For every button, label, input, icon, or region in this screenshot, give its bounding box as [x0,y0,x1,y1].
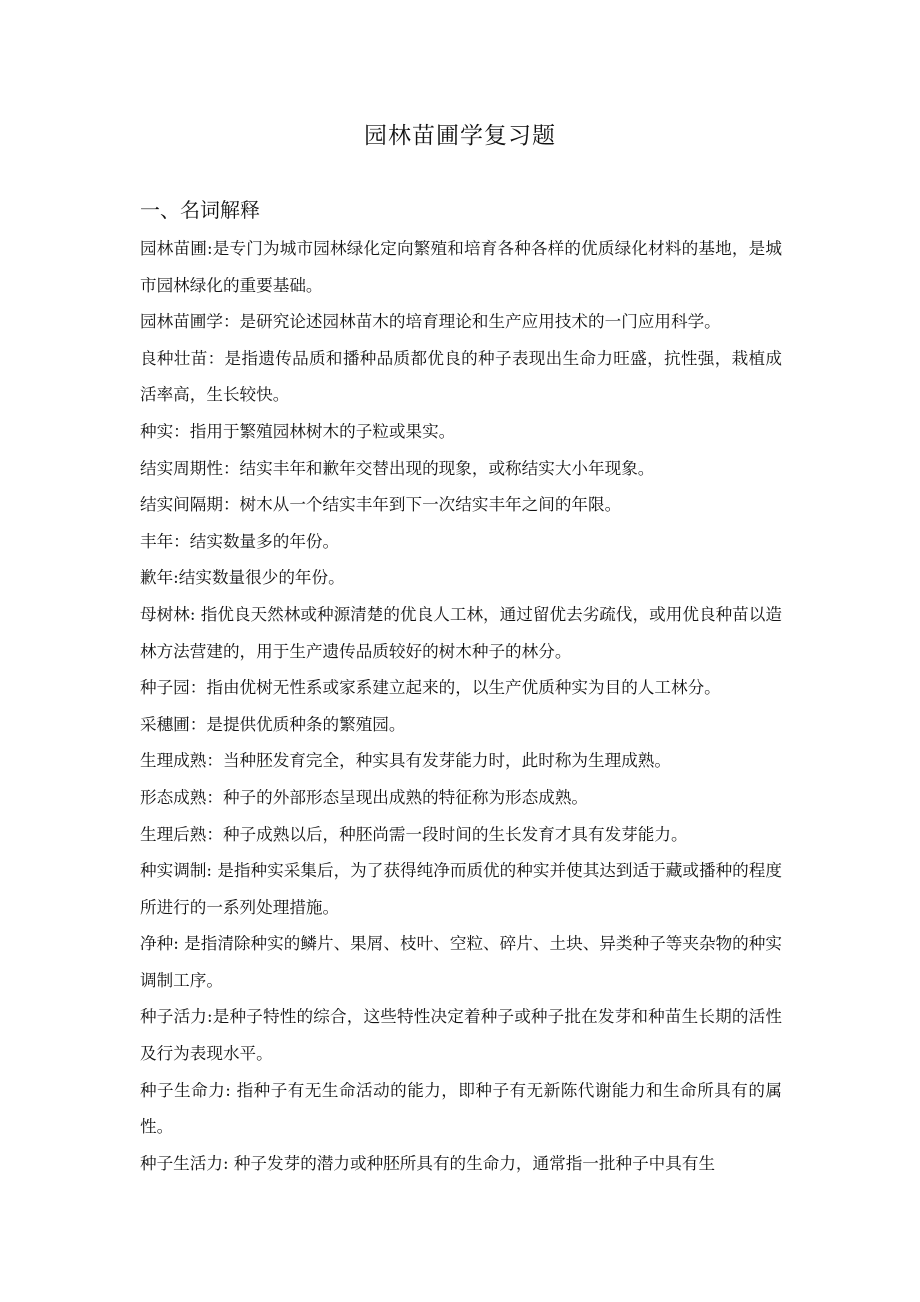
section-heading: 一、名词解释 [140,198,260,222]
term-paragraph: 采穗圃：是提供优质种条的繁殖园。 [140,714,406,734]
term-paragraph: 种实调制: 是指种实采集后，为了获得纯净而质优的种实并使其达到适于藏或播种的程度所进行的一系列处理措施。 [140,861,782,917]
term-paragraph: 结实间隔期：树木从一个结实丰年到下一次结实丰年之间的年限。 [140,495,622,515]
term-paragraph: 园林苗圃:是专门为城市园林绿化定向繁殖和培育各种各样的优质绿化材料的基地，是城市园林绿化的重要基础。 [140,239,782,295]
term-paragraph: 良种壮苗：是指遗传品质和播种品质都优良的种子表现出生命力旺盛，抗性强，栽植成活率高，生长较快。 [140,348,782,405]
term-paragraph: 母树林: 指优良天然林或种源清楚的优良人工林，通过留优去劣疏伐，或用优良种苗以造林方法营建的，用于生产遗传品质较好的树木种子的林分。 [140,604,782,661]
page-title: 园林苗圃学复习题 [364,123,556,149]
term-paragraph: 生理后熟：种子成熟以后，种胚尚需一段时间的生长发育才具有发芽能力。 [140,824,688,844]
term-paragraph: 形态成熟：种子的外部形态呈现出成熟的特征称为形态成熟。 [140,787,589,807]
term-paragraph: 园林苗圃学：是研究论述园林苗木的培育理论和生产应用技术的一门应用科学。 [140,312,721,332]
terms-list [140,231,782,1182]
term-paragraph: 歉年:结实数量很少的年份。 [140,568,345,588]
term-paragraph: 种子生命力: 指种子有无生命活动的能力，即种子有无新陈代谢能力和生命所具有的属性。 [140,1080,782,1137]
term-paragraph: 净种: 是指清除种实的鳞片、果屑、枝叶、空粒、碎片、土块、异类种子等夹杂物的种实调制工序。 [140,934,782,990]
term-paragraph: 丰年：结实数量多的年份。 [140,531,340,551]
term-paragraph: 种实：指用于繁殖园林树木的子粒或果实。 [140,421,456,441]
term-paragraph: 生理成熟：当种胚发育完全，种实具有发芽能力时，此时称为生理成熟。 [140,751,671,771]
term-paragraph: 种子园：指由优树无性系或家系建立起来的，以生产优质种实为目的人工林分。 [140,678,721,698]
term-paragraph: 种子生活力: 种子发芽的潜力或种胚所具有的生命力，通常指一批种子中具有生 [140,1153,716,1173]
term-paragraph: 结实周期性：结实丰年和歉年交替出现的现象，或称结实大小年现象。 [140,458,655,478]
term-paragraph: 种子活力:是种子特性的综合，这些特性决定着种子或种子批在发芽和种苗生长期的活性及行为表现水平。 [140,1007,782,1064]
